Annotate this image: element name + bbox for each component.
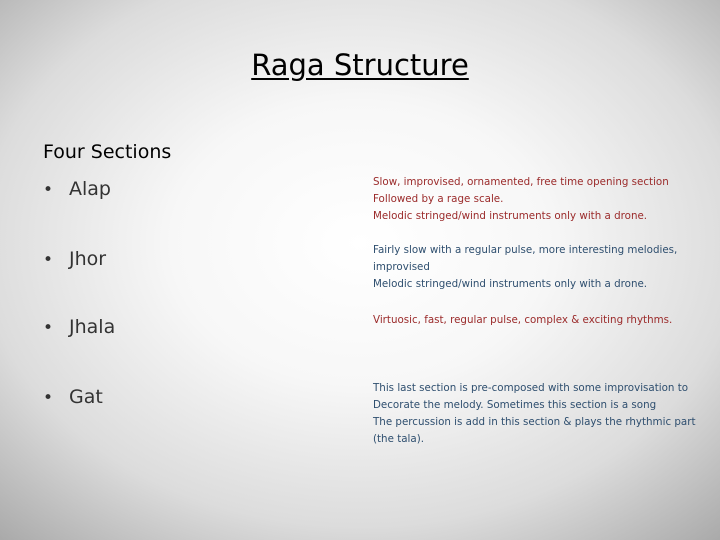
description-line: improvised xyxy=(373,261,430,273)
section-description-jhala xyxy=(373,312,693,329)
slide-subtitle: Four Sections xyxy=(43,141,172,163)
description-line: Virtuosic, fast, regular pulse, complex & exciting rhythms. xyxy=(373,314,673,326)
section-description-jhor xyxy=(373,242,693,293)
section-bullet-jhor xyxy=(43,248,106,270)
section-bullet-gat xyxy=(43,386,103,408)
section-description-alap xyxy=(373,174,693,225)
description-line: This last section is pre-composed with some improvisation to xyxy=(373,382,689,394)
description-line: Fairly slow with a regular pulse, more interesting melodies, xyxy=(373,244,678,256)
bullet-point: • xyxy=(43,180,54,200)
bullet-point: • xyxy=(43,388,54,408)
bullet-point: • xyxy=(43,318,54,338)
description-line: Slow, improvised, ornamented, free time opening section xyxy=(373,176,669,188)
description-line: Followed by a rage scale. xyxy=(373,193,504,205)
section-name: Jhor xyxy=(69,248,107,270)
description-line: Melodic stringed/wind instruments only with a drone. xyxy=(373,278,648,290)
slide-title: Raga Structure xyxy=(251,48,469,82)
section-bullet-jhala xyxy=(43,316,115,338)
description-line: The percussion is add in this section & plays the rhythmic part xyxy=(373,416,696,428)
bullet-point: • xyxy=(43,250,54,270)
section-bullet-alap xyxy=(43,178,111,200)
description-line: Melodic stringed/wind instruments only with a drone. xyxy=(373,210,648,222)
section-name: Jhala xyxy=(69,316,116,338)
description-line: Decorate the melody. Sometimes this section is a song xyxy=(373,399,657,411)
section-name: Gat xyxy=(69,386,103,408)
section-name: Alap xyxy=(69,178,111,200)
description-line: (the tala). xyxy=(373,433,424,445)
section-description-gat xyxy=(373,380,696,448)
